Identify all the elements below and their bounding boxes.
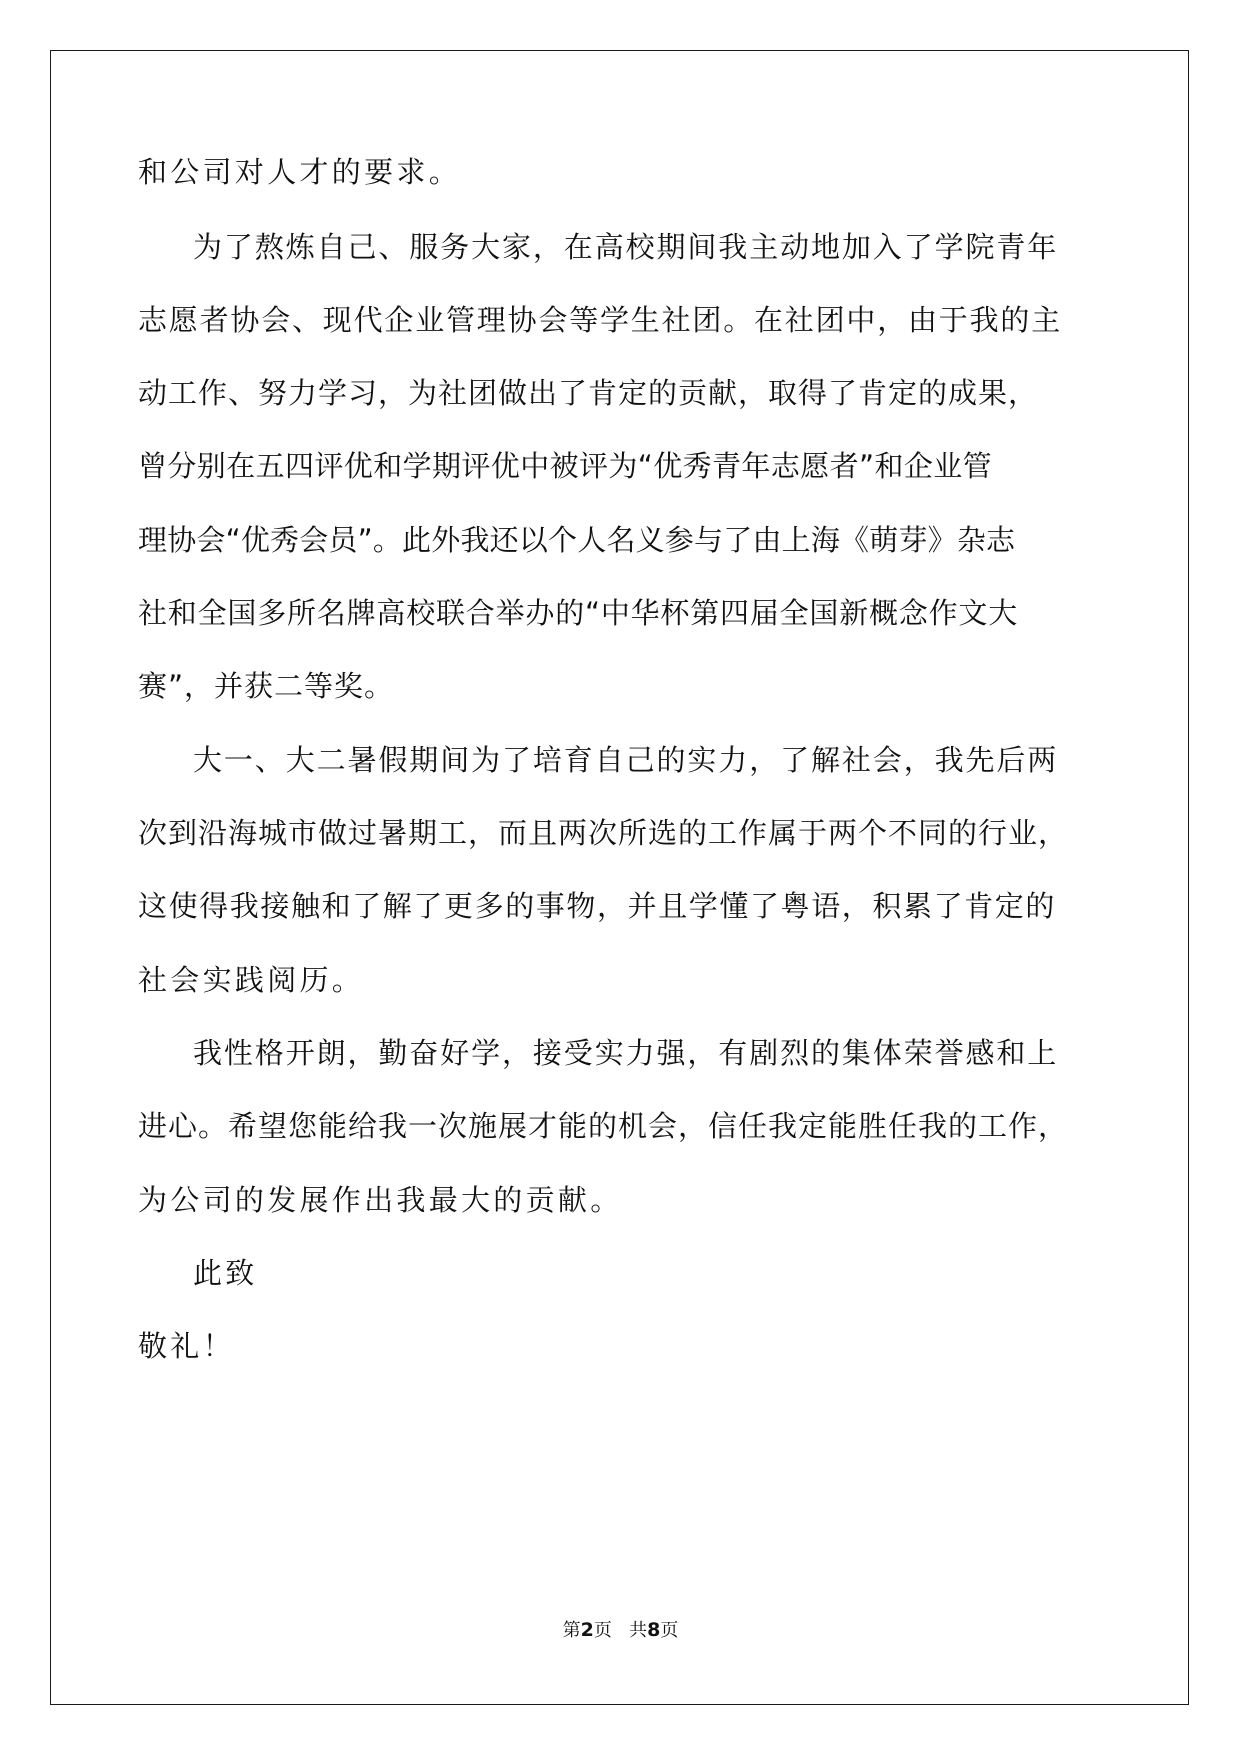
footer-prefix: 第 [562, 1620, 581, 1641]
footer-total-prefix: 共 [629, 1620, 648, 1641]
current-page-number: 2 [580, 1619, 594, 1641]
page-footer [0, 1618, 1241, 1643]
text-line: 曾分别在五四评优和学期评优中被评为“优秀青年志愿者”和企业管 [138, 449, 993, 483]
text-line: 志愿者协会、现代企业管理协会等学生社团。在社团中，由于我的主 [138, 303, 1063, 337]
text-line: 为了熬炼自己、服务大家，在高校期间我主动地加入了学院青年 [193, 230, 1059, 264]
footer-page-suffix: 页 [593, 1620, 612, 1641]
text-line: 社会实践阅历。 [138, 963, 365, 997]
text-line: 赛”，并获二等奖。 [138, 669, 395, 703]
text-line: 这使得我接触和了解了更多的事物，并且学懂了粤语，积累了肯定的 [138, 889, 1057, 923]
page-border [50, 50, 1189, 1705]
text-line: 社和全国多所名牌高校联合举办的“中华杯第四届全国新概念作文大 [138, 596, 1019, 630]
text-line: 次到沿海城市做过暑期工，而且两次所选的工作属于两个不同的行业， [138, 816, 1069, 850]
text-line: 此致 [193, 1256, 258, 1290]
text-line: 进心。希望您能给我一次施展才能的机会，信任我定能胜任我的工作， [138, 1109, 1069, 1143]
text-line: 为公司的发展作出我最大的贡献。 [138, 1183, 623, 1217]
text-line: 理协会“优秀会员”。此外我还以个人名义参与了由上海《萌芽》杂志 [138, 523, 1016, 557]
text-line: 大一、大二暑假期间为了培育自己的实力，了解社会，我先后两 [193, 743, 1059, 777]
text-line: 动工作、努力学习，为社团做出了肯定的贡献，取得了肯定的成果， [138, 376, 1039, 410]
text-line: 敬礼！ [138, 1329, 235, 1363]
text-line: 和公司对人才的要求。 [138, 155, 462, 189]
total-pages-number: 8 [647, 1619, 661, 1641]
text-line: 我性格开朗，勤奋好学，接受实力强，有剧烈的集体荣誉感和上 [193, 1036, 1059, 1070]
footer-total-suffix: 页 [660, 1620, 679, 1641]
